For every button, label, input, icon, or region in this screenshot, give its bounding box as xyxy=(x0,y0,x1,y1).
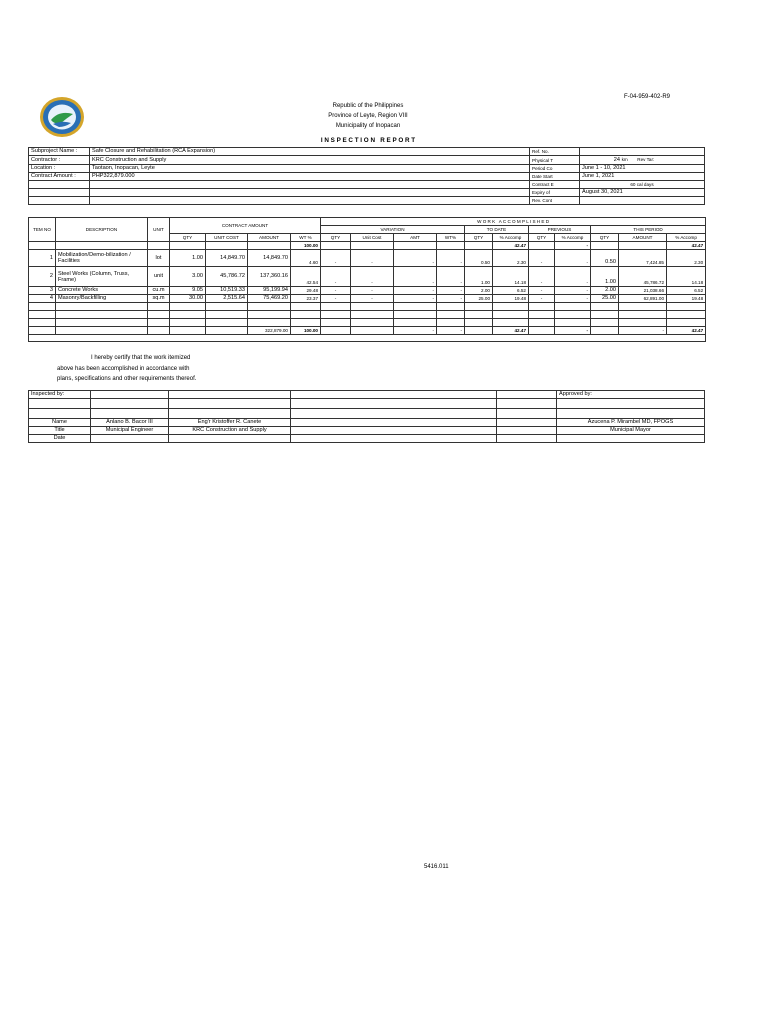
row-var-amt: - xyxy=(394,295,437,303)
header-var-wt: WT% xyxy=(437,234,465,242)
row-var-wt: - xyxy=(437,287,465,295)
top-this-period: 42.47 xyxy=(667,242,706,250)
row-this-qty: 25.00 xyxy=(591,295,619,303)
header-todate-qty: QTY xyxy=(465,234,493,242)
top-previous: - xyxy=(555,242,591,250)
header-to-date: TO DATE xyxy=(465,226,529,234)
contract-value: 60 cal days xyxy=(580,181,705,189)
row-amount: 14,849.70 xyxy=(248,250,291,267)
row-this-amount: 7,424.85 xyxy=(619,250,667,267)
header-this-accomp: % Accomp xyxy=(667,234,706,242)
row-prev-qty: - xyxy=(529,287,555,295)
header-amount: AMOUNT xyxy=(248,234,291,242)
inspector-name: Anlano B. Bacor III xyxy=(91,419,169,427)
row-this-accomp: 2.30 xyxy=(667,250,706,267)
amount-label: Contract Amount : xyxy=(29,173,90,181)
table-row xyxy=(29,267,706,287)
row-prev-accomp: - xyxy=(555,295,591,303)
row-prev-qty: - xyxy=(529,250,555,267)
row-var-qty: - xyxy=(321,287,351,295)
row-unit: unit xyxy=(148,267,170,287)
physical-label: Physical T xyxy=(530,156,580,165)
blank-cell xyxy=(90,189,530,197)
blank-cell xyxy=(29,197,90,205)
certify-line-2: above has been accomplished in accordance with xyxy=(57,366,190,372)
rev-tar-label: Rev Tar: xyxy=(637,157,655,162)
table-row xyxy=(29,287,706,295)
header-qty: QTY xyxy=(170,234,206,242)
row-this-amount: 21,038.66 xyxy=(619,287,667,295)
municipal-seal-logo xyxy=(39,96,85,138)
period-label: Period Co xyxy=(530,165,580,173)
date-start-value: June 1, 2021 xyxy=(580,173,705,181)
total-var-wt: - xyxy=(437,327,465,335)
row-desc: Mobilization/Demo-bilization / Facilities xyxy=(56,250,148,267)
blank-cell xyxy=(29,181,90,189)
row-no: 3 xyxy=(29,287,56,295)
row-prev-accomp: - xyxy=(555,287,591,295)
header-unit-cost: UNIT COST xyxy=(206,234,248,242)
row-qty: 3.00 xyxy=(170,267,206,287)
header-this-amount: AMOUNT xyxy=(619,234,667,242)
row-this-qty: 2.00 xyxy=(591,287,619,295)
row-wt: 29.48 xyxy=(291,287,321,295)
header-this-qty: QTY xyxy=(591,234,619,242)
row-amount: 137,360.16 xyxy=(248,267,291,287)
table-row xyxy=(29,250,706,267)
row-var-wt: - xyxy=(437,250,465,267)
approver-name: Azucena P. Mirambel MD, FPOGS xyxy=(557,419,705,427)
header-prev-qty: QTY xyxy=(529,234,555,242)
row-unit-cost: 14,849.70 xyxy=(206,250,248,267)
row-desc: Concrete Works xyxy=(56,287,148,295)
row-no: 2 xyxy=(29,267,56,287)
form-code: F-04-959-402-R9 xyxy=(624,94,671,100)
contract-label: Contract E xyxy=(530,181,580,189)
certify-line-3: plans, specifications and other requirements thereof. xyxy=(57,376,197,382)
header-line-1: Republic of the Philippines xyxy=(332,103,404,109)
row-unit-cost: 45,786.72 xyxy=(206,267,248,287)
header-wt: WT % xyxy=(291,234,321,242)
row-var-wt: - xyxy=(437,267,465,287)
row-wt: 4.60 xyxy=(291,250,321,267)
header-description: DESCRIPTION xyxy=(56,218,148,242)
row-this-amount: 45,786.72 xyxy=(619,267,667,287)
row-amount: 75,469.20 xyxy=(248,295,291,303)
approver-title: Municipal Mayor xyxy=(557,427,705,435)
row-this-qty: 1.00 xyxy=(591,267,619,287)
expiry-value: August 30, 2021 xyxy=(580,189,705,197)
header-prev-accomp: % Accomp xyxy=(555,234,591,242)
inspector-title: Municipal Engineer xyxy=(91,427,169,435)
rev-cont-value xyxy=(580,197,705,205)
contractor-rep-title: KRC Construction and Supply xyxy=(169,427,291,435)
location-label: Location : xyxy=(29,165,90,173)
header-variation: VARIATION xyxy=(321,226,465,234)
table-row xyxy=(29,295,706,303)
row-qty: 1.00 xyxy=(170,250,206,267)
row-var-qty: - xyxy=(321,295,351,303)
row-this-accomp: 6.52 xyxy=(667,287,706,295)
header-line-3: Municipality of Inopacan xyxy=(335,123,401,129)
row-unit-cost: 2,515.64 xyxy=(206,295,248,303)
row-todate-accomp: 2.30 xyxy=(493,250,529,267)
blank-cell xyxy=(90,181,530,189)
rev-cont-label: Rev. Cont xyxy=(530,197,580,205)
row-var-amt: - xyxy=(394,250,437,267)
empty-row xyxy=(29,311,706,319)
row-todate-accomp: 19.48 xyxy=(493,295,529,303)
subproject-label: Subproject Name : xyxy=(29,148,90,156)
total-this-amount: - xyxy=(619,327,667,335)
row-desc: Masonry/Backfilling xyxy=(56,295,148,303)
header-var-qty: QTY xyxy=(321,234,351,242)
row-var-qty: - xyxy=(321,267,351,287)
total-row xyxy=(29,327,706,335)
approved-by-label: Approved by: xyxy=(557,391,705,399)
name-label: Name xyxy=(29,419,91,427)
signatures-table xyxy=(28,390,705,443)
contractor-value: KRC Construction and Supply xyxy=(90,156,530,165)
date-start-label: Date Start xyxy=(530,173,580,181)
row-var-unit-cost: - xyxy=(351,287,394,295)
header-contract-amount: CONTRACT AMOUNT xyxy=(170,218,321,234)
header-previous: PREVIOUS xyxy=(529,226,591,234)
header-work-accomplished: W O R K A C C O M P L I S H E D xyxy=(321,218,706,226)
header-unit: UNIT xyxy=(148,218,170,242)
row-todate-qty: 1.00 xyxy=(465,267,493,287)
physical-unit: km xyxy=(621,157,628,162)
row-var-amt: - xyxy=(394,287,437,295)
row-todate-qty: 0.50 xyxy=(465,250,493,267)
row-wt: 23.37 xyxy=(291,295,321,303)
total-prev-accomp: - xyxy=(555,327,591,335)
row-amount: 95,199.94 xyxy=(248,287,291,295)
ref-value xyxy=(580,148,705,156)
blank-cell xyxy=(90,197,530,205)
header-item-no: TEM NO xyxy=(29,218,56,242)
top-wt: 100.00 xyxy=(291,242,321,250)
empty-row xyxy=(29,319,706,327)
row-unit: lot xyxy=(148,250,170,267)
empty-row xyxy=(29,303,706,311)
row-unit-cost: 10,519.33 xyxy=(206,287,248,295)
row-todate-accomp: 14.18 xyxy=(493,267,529,287)
contractor-rep-name: Eng'r Kristoffer R. Canete xyxy=(169,419,291,427)
row-var-unit-cost: - xyxy=(351,250,394,267)
physical-value-cell xyxy=(580,156,705,165)
total-amount: 322,879.00 xyxy=(248,327,291,335)
inspected-by-label: Inspected by: xyxy=(29,391,91,399)
row-qty: 30.00 xyxy=(170,295,206,303)
title-label: Title xyxy=(29,427,91,435)
blank-cell xyxy=(29,189,90,197)
row-var-wt: - xyxy=(437,295,465,303)
work-accomplished-table xyxy=(28,217,706,342)
row-prev-qty: - xyxy=(529,267,555,287)
row-this-qty: 0.50 xyxy=(591,250,619,267)
header-this-period: THIS PERIOD xyxy=(591,226,706,234)
row-var-amt: - xyxy=(394,267,437,287)
row-var-unit-cost: - xyxy=(351,267,394,287)
top-todate: 42.47 xyxy=(493,242,529,250)
row-this-accomp: 14.18 xyxy=(667,267,706,287)
row-prev-qty: - xyxy=(529,295,555,303)
header-var-amt: AMT xyxy=(394,234,437,242)
date-label: Date xyxy=(29,435,91,443)
empty-row xyxy=(29,335,706,342)
ref-label: Ref. No. xyxy=(530,148,580,156)
row-prev-accomp: - xyxy=(555,250,591,267)
row-todate-qty: 25.00 xyxy=(465,295,493,303)
report-title: I N S P E C T I O N R E P O R T xyxy=(320,137,416,144)
total-todate-accomp: 42.47 xyxy=(493,327,529,335)
header-todate-accomp: % Accomp xyxy=(493,234,529,242)
row-todate-qty: 2.00 xyxy=(465,287,493,295)
expiry-label: Expiry of xyxy=(530,189,580,197)
project-info-table xyxy=(28,147,705,205)
physical-value: 24 xyxy=(613,157,620,163)
amount-value: PHP322,879.000 xyxy=(90,173,530,181)
row-desc: Steel Works (Column, Truss, Frame) xyxy=(56,267,148,287)
row-var-unit-cost: - xyxy=(351,295,394,303)
row-todate-accomp: 6.52 xyxy=(493,287,529,295)
row-no: 4 xyxy=(29,295,56,303)
row-unit: sq.m xyxy=(148,295,170,303)
location-value: Taotaon, Inopacan, Leyte xyxy=(90,165,530,173)
header-line-2: Province of Leyte, Region VIII xyxy=(328,113,408,119)
total-var-amt: - xyxy=(394,327,437,335)
header-var-unit-cost: Unit Cost xyxy=(351,234,394,242)
subproject-value: Safe Closure and Rehabilitation (RCA Expansion) xyxy=(90,148,530,156)
total-this-accomp: 42.47 xyxy=(667,327,706,335)
row-no: 1 xyxy=(29,250,56,267)
row-this-accomp: 19.48 xyxy=(667,295,706,303)
row-this-amount: 62,891.00 xyxy=(619,295,667,303)
row-qty: 9.05 xyxy=(170,287,206,295)
row-prev-accomp: - xyxy=(555,267,591,287)
period-value: June 1 - 10, 2021 xyxy=(580,165,705,173)
certify-line-1: I hereby certify that the work itemized xyxy=(91,355,191,361)
row-wt: 42.54 xyxy=(291,267,321,287)
row-unit: cu.m xyxy=(148,287,170,295)
top-summary-row xyxy=(29,242,706,250)
footer-code: 5416.011 xyxy=(424,864,449,870)
contractor-label: Contractor : xyxy=(29,156,90,165)
row-var-qty: - xyxy=(321,250,351,267)
total-wt: 100.00 xyxy=(291,327,321,335)
